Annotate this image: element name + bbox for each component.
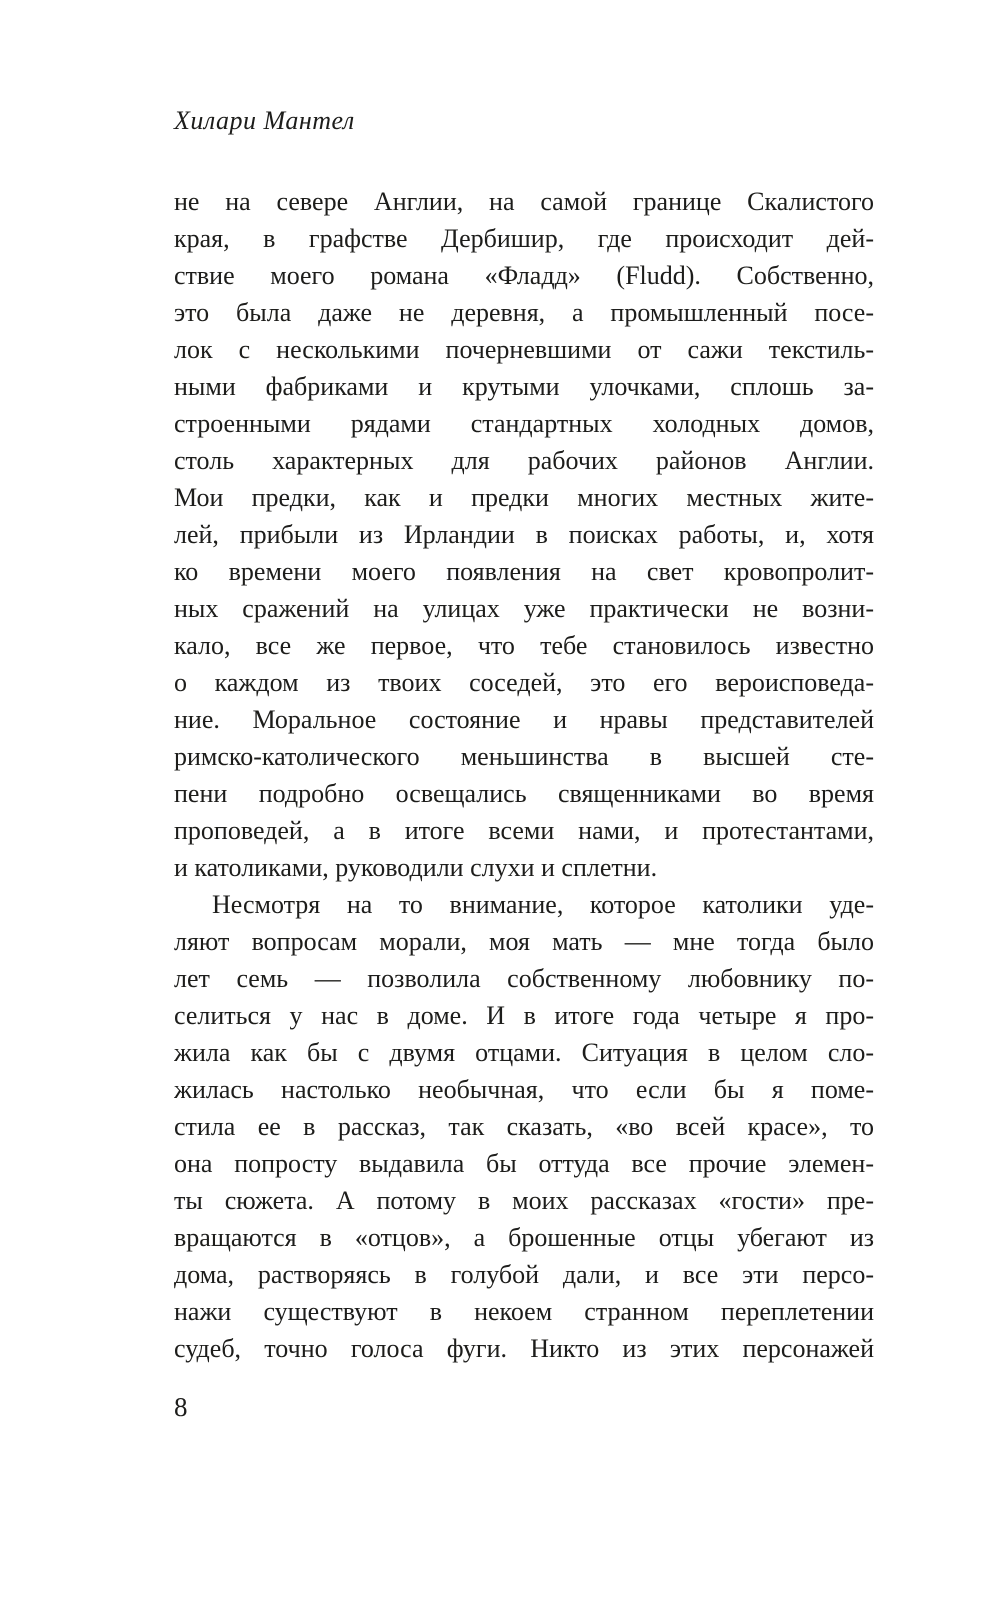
text-line: пени подробно освещались священниками во время — [174, 779, 874, 808]
text-line: римско-католического меньшинства в высшей сте- — [174, 742, 874, 771]
text-line: стила ее в рассказ, так сказать, «во всей красе», то — [174, 1112, 874, 1141]
text-line: вращаются в «отцов», а брошенные отцы убегают из — [174, 1223, 874, 1252]
text-line: Мои предки, как и предки многих местных жите- — [174, 483, 874, 512]
text-line: это была даже не деревня, а промышленный посе- — [174, 298, 874, 327]
text-line: жилась настолько необычная, что если бы я поме- — [174, 1075, 874, 1104]
text-line: проповедей, а в итоге всеми нами, и протестантами, — [174, 816, 874, 845]
text-line: о каждом из твоих соседей, это его вероисповеда- — [174, 668, 874, 697]
text-line: дома, растворяясь в голубой дали, и все эти персо- — [174, 1260, 874, 1289]
text-line: ко времени моего появления на свет кровопролит- — [174, 557, 874, 586]
text-line: лет семь — позволила собственному любовнику по- — [174, 964, 874, 993]
text-line: лей, прибыли из Ирландии в поисках работы, и, хотя — [174, 520, 874, 549]
text-line: нажи существуют в некоем странном переплетении — [174, 1297, 874, 1326]
text-line: судеб, точно голоса фуги. Никто из этих персонажей — [174, 1334, 874, 1363]
body-text — [174, 183, 874, 1367]
paragraph — [174, 183, 874, 886]
text-line: ствие моего романа «Фладд» (Fludd). Собственно, — [174, 261, 874, 290]
text-line: Несмотря на то внимание, которое католики уде- — [212, 890, 874, 919]
text-line: лок с несколькими почерневшими от сажи текстиль- — [174, 335, 874, 364]
text-line: ных сражений на улицах уже практически не возни- — [174, 594, 874, 623]
paragraph — [174, 886, 874, 1367]
text-line: и католиками, руководили слухи и сплетни. — [174, 853, 658, 882]
text-line: строенными рядами стандартных холодных домов, — [174, 409, 874, 438]
text-line: кало, все же первое, что тебе становилось известно — [174, 631, 874, 660]
text-line: ляют вопросам морали, моя мать — мне тогда было — [174, 927, 874, 956]
text-line: ние. Моральное состояние и нравы представителей — [174, 705, 874, 734]
text-line: столь характерных для рабочих районов Англии. — [174, 446, 874, 475]
text-line: края, в графстве Дербишир, где происходит дей- — [174, 224, 874, 253]
page-number: 8 — [174, 1392, 188, 1422]
text-line: она попросту выдавила бы оттуда все прочие элемен- — [174, 1149, 874, 1178]
text-line: селиться у нас в доме. И в итоге года четыре я про- — [174, 1001, 874, 1030]
text-line: не на севере Англии, на самой границе Скалистого — [174, 187, 874, 216]
running-header: Хилари Мантел — [174, 106, 355, 135]
text-line: ты сюжета. А потому в моих рассказах «гости» пре- — [174, 1186, 874, 1215]
text-line: ными фабриками и крутыми улочками, сплошь за- — [174, 372, 874, 401]
text-line: жила как бы с двумя отцами. Ситуация в целом сло- — [174, 1038, 874, 1067]
